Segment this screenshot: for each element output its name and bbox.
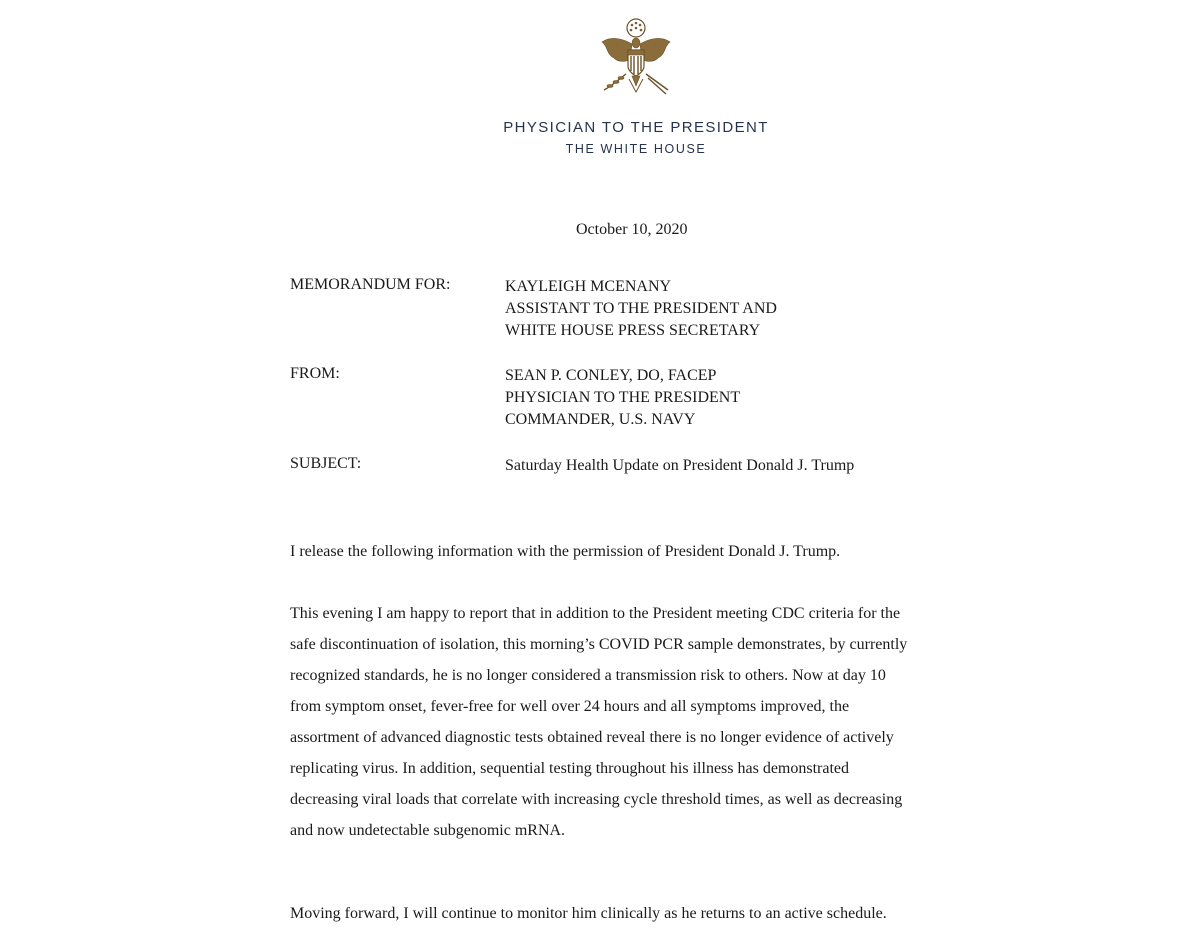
body-closing: Moving forward, I will continue to monitor him clinically as he returns to an active schedule.	[290, 905, 887, 922]
memo-for-line: WHITE HOUSE PRESS SECRETARY	[505, 322, 761, 339]
paragraph-line: This evening I am happy to report that in addition to the President meeting CDC criteria for the	[290, 605, 901, 622]
paragraph-line: and now undetectable subgenomic mRNA.	[290, 822, 566, 839]
memo-subject-label: SUBJECT:	[290, 455, 362, 472]
paragraph-line: recognized standards, he is no longer considered a transmission risk to others. Now at day 10	[290, 667, 886, 684]
memo-from-line: COMMANDER, U.S. NAVY	[505, 411, 696, 428]
memo-subject-value: Saturday Health Update on President Donald J. Trump	[505, 457, 855, 474]
memo-from-line: SEAN P. CONLEY, DO, FACEP	[505, 367, 717, 384]
paragraph-line: assortment of advanced diagnostic tests obtained reveal there is no longer evidence of actively	[290, 729, 894, 746]
letterhead-title: PHYSICIAN TO THE PRESIDENT	[503, 119, 769, 136]
letterhead-subtitle: THE WHITE HOUSE	[565, 142, 707, 156]
memo-for-line: KAYLEIGH MCENANY	[505, 278, 672, 295]
paragraph-line: safe discontinuation of isolation, this morning’s COVID PCR sample demonstrates, by currently	[290, 636, 908, 653]
paragraph-line: from symptom onset, fever-free for well over 24 hours and all symptoms improved, the	[290, 698, 850, 715]
memo-from-label: FROM:	[290, 365, 340, 382]
memo-for-line: ASSISTANT TO THE PRESIDENT AND	[505, 300, 777, 317]
paragraph-line: replicating virus. In addition, sequential testing throughout his illness has demonstrated	[290, 760, 850, 777]
paragraph-line: decreasing viral loads that correlate with increasing cycle threshold times, as well as decreasing	[290, 791, 903, 808]
memo-from-value	[505, 365, 740, 431]
body-main-paragraph	[290, 603, 980, 851]
presidential-seal-icon	[596, 16, 676, 100]
memo-for-value	[505, 276, 777, 342]
body-intro: I release the following information with the permission of President Donald J. Trump.	[290, 543, 841, 560]
memo-from-line: PHYSICIAN TO THE PRESIDENT	[505, 389, 741, 406]
memo-date: October 10, 2020	[576, 221, 688, 238]
memo-for-label: MEMORANDUM FOR:	[290, 276, 451, 293]
